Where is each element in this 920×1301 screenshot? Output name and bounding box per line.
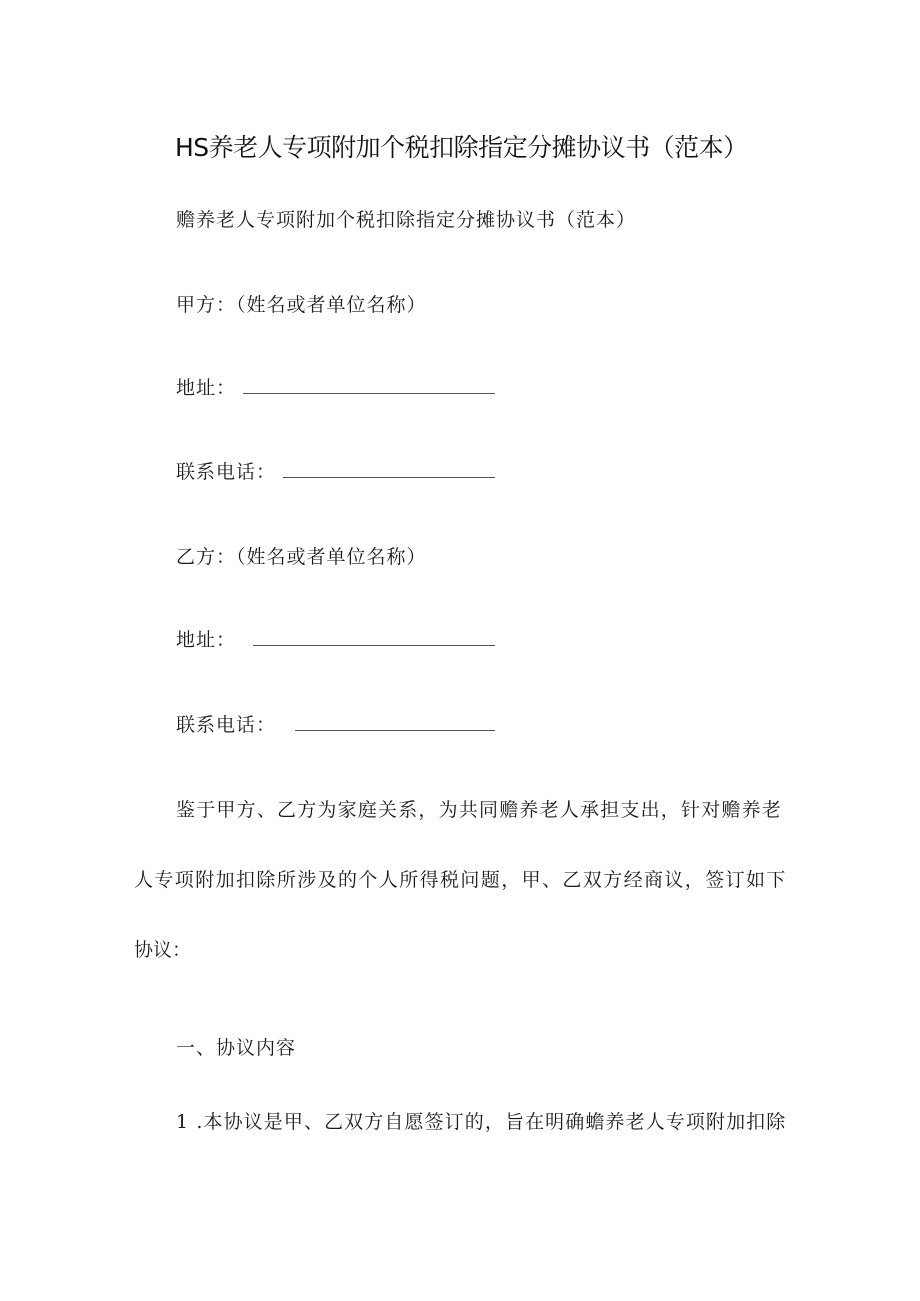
party-b-address-label: 地址：: [176, 629, 237, 651]
section-1-item-1: 1 .本协议是甲、乙双方自愿签订的，旨在明确蟾养老人专项附加扣除: [176, 1111, 787, 1133]
intro-line-1: 鉴于甲方、乙方为家庭关系，为共同赡养老人承担支出，针对赡养老: [176, 799, 783, 821]
party-a-phone-blank[interactable]: [283, 476, 495, 478]
party-b-address-row: [176, 625, 495, 652]
document-subtitle: 赡养老人专项附加个税扣除指定分摊协议书（范本）: [176, 209, 637, 231]
party-a-address-blank[interactable]: [243, 392, 495, 394]
intro-line-2: 人专项附加扣除所涉及的个人所得税问题，甲、乙双方经商议，签订如下: [134, 869, 787, 891]
party-b-phone-row: [176, 710, 495, 737]
party-a-address-row: [176, 373, 495, 400]
intro-line-3: 协议：: [134, 939, 192, 961]
party-a-phone-row: [176, 457, 495, 484]
section-1-heading: 一、协议内容: [176, 1037, 297, 1059]
party-b-label: 乙方：（姓名或者单位名称）: [176, 546, 427, 568]
document-title: HS养老人专项附加个税扣除指定分摊协议书（范本）: [175, 133, 748, 162]
party-a-label: 甲方：（姓名或者单位名称）: [176, 294, 427, 316]
party-b-phone-blank[interactable]: [295, 729, 495, 731]
party-b-phone-label: 联系电话：: [176, 714, 277, 736]
party-a-phone-label: 联系电话：: [176, 461, 277, 483]
party-a-address-label: 地址：: [176, 377, 237, 399]
party-b-address-blank[interactable]: [253, 644, 495, 646]
